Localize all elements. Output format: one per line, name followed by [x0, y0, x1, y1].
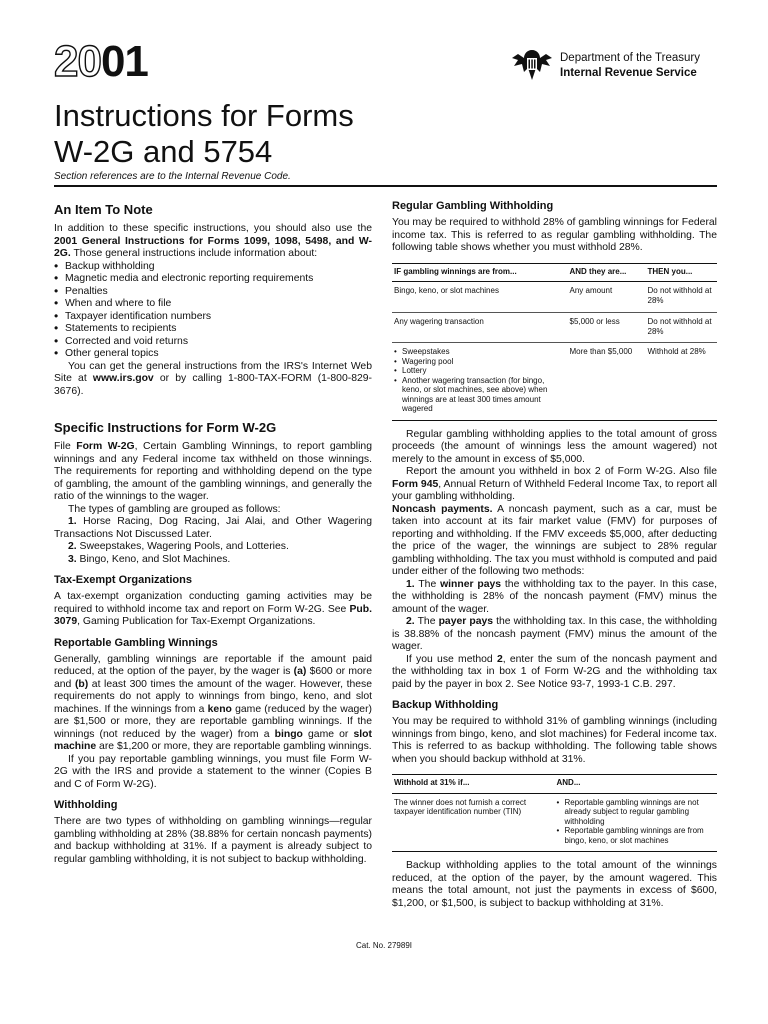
left-column	[54, 202, 372, 866]
wager-type-list	[394, 347, 566, 414]
list-item: • Sweepstakes	[394, 347, 566, 357]
method-1-paragraph	[392, 579, 717, 617]
type-number: 3.	[68, 553, 77, 565]
get-instructions-paragraph	[54, 361, 372, 399]
report-text: Report the amount you withheld in box 2 of Form W-2G. Also file	[406, 466, 717, 477]
backup-withholding-heading: Backup Withholding	[392, 699, 499, 711]
list-item: • Corrected and void returns	[54, 336, 372, 349]
form-name: Form W-2G	[76, 441, 135, 452]
table-cell	[392, 343, 568, 421]
noncash-paragraph	[392, 504, 717, 579]
list-item: • When and where to file	[54, 298, 372, 311]
topic-list	[54, 261, 372, 361]
table-header-row	[392, 775, 717, 794]
list-item	[54, 541, 372, 554]
rep-text: Generally, gambling winnings are reportable if the amount paid reduced, at the option of the payer, by the wager is	[54, 653, 372, 677]
get-text: You can get the general instructions from the IRS's Internet Web Site at	[54, 360, 372, 384]
list-item: • Reportable gambling winnings are not already subject to regular gambling withholding	[557, 798, 716, 827]
title-line-2: W-2G and 5754	[54, 134, 273, 169]
table-cell: Do not withhold at 28%	[646, 313, 718, 343]
item-to-note-heading: An Item To Note	[54, 202, 153, 217]
withholding-heading: Withholding	[54, 799, 118, 811]
table-header: THEN you...	[646, 263, 718, 282]
form-945-ref: Form 945	[392, 478, 439, 490]
types-intro: The types of gambling are grouped as follows:	[68, 503, 281, 515]
list-item: • Other general topics	[54, 348, 372, 361]
irs-website-link[interactable]: www.irs.gov	[92, 373, 154, 384]
page-subtitle: Section references are to the Internal Revenue Code.	[54, 171, 291, 182]
rep-bold: keno	[207, 703, 232, 715]
list-item: • Lottery	[394, 366, 566, 376]
table-cell: More than $5,000	[568, 343, 646, 421]
type-text: Horse Racing, Dog Racing, Jai Alai, and Other Wagering Transactions Not Discussed Later.	[54, 516, 372, 540]
backup-conditions-list	[557, 798, 716, 846]
type-text: Bingo, Keno, and Slot Machines.	[76, 553, 231, 565]
backup-applies-paragraph: Backup withholding applies to the total amount of the winnings reduced, at the option of the payer, by the amount wagered. This means the total amount, not just the payments in excess of $600, $1,200, or $1,500, is subject to backup withholding at 31%.	[392, 860, 717, 909]
table-header-row	[392, 263, 717, 282]
backup-withholding-table	[392, 774, 717, 852]
page-title	[54, 98, 354, 170]
method-number: 2.	[406, 616, 415, 627]
method-text: The	[414, 578, 441, 590]
regular-intro: You may be required to withhold 28% of gambling winnings for Federal income tax. This is referred to as regular gambling withholding. The following table shows whether you must withhold 28%.	[392, 217, 717, 253]
type-text: Sweepstakes, Wagering Pools, and Lotteries.	[76, 541, 289, 552]
list-item: • Penalties	[54, 286, 372, 299]
backup-intro: You may be required to withhold 31% of gambling winnings (including winnings from bingo, keno, and slot machines) for Federal income tax. This is referred to as backup withholding. The following table shows when you should backup withhold at 31%.	[392, 716, 717, 765]
table-cell: Do not withhold at 28%	[646, 282, 718, 313]
report-text-end: , Annual Return of Withheld Federal Income Tax, to report all your gambling withholding.	[392, 478, 717, 502]
table-cell: $5,000 or less	[568, 313, 646, 343]
table-row	[392, 343, 717, 421]
rep-bold: slot machine	[54, 728, 372, 752]
get-text-end: or by calling 1-800-TAX-FORM (1-800-829-3676).	[54, 373, 372, 397]
list-item: • Reportable gambling winnings are from bingo, keno, or slot machines	[557, 826, 716, 845]
method-text: The	[414, 616, 439, 627]
report-paragraph	[392, 466, 717, 504]
method-text: the withholding tax. In this case, the withholding is 38.88% of the noncash payment (FMV) minus the amount of the wager.	[392, 616, 717, 652]
year-bold-digits: 01	[100, 37, 148, 86]
reportable-paragraph	[54, 654, 372, 754]
rep-bold: (b)	[74, 678, 89, 690]
method-use-bold: 2	[496, 653, 503, 665]
form-year	[54, 37, 148, 86]
general-instructions-ref: 2001 General Instructions for Forms 1099, 1098, 5498, and W-2G.	[54, 235, 372, 259]
agency-name: Internal Revenue Service	[560, 67, 697, 79]
tax-exempt-paragraph	[54, 591, 372, 629]
table-row	[392, 313, 717, 343]
table-header: AND...	[555, 775, 718, 794]
method-use-text: , enter the sum of the noncash payment and the withholding tax in box 1 of Form W-2G and the withholding tax paid by the payer in box 2. See Notice 93-7, 1993-1 C.B. 297.	[392, 653, 717, 690]
tax-exempt-heading: Tax-Exempt Organizations	[54, 574, 192, 586]
list-item	[54, 516, 372, 541]
file-text-end: , Certain Gambling Winnings, to report gambling winnings and any Federal income tax withheld on those winnings. The requirements for reporting and withholding depend on the type of gambling, the amount of the gambling winnings, and generally the ratio of the winnings to the wager.	[54, 441, 372, 502]
file-form-paragraph	[54, 441, 372, 504]
table-cell: Bingo, keno, or slot machines	[392, 282, 568, 313]
table-cell: Any wagering transaction	[392, 313, 568, 343]
intro-text: In addition to these specific instructions, you should also use the	[54, 223, 372, 234]
title-line-1: Instructions for Forms	[54, 98, 354, 133]
table-cell: Withhold at 28%	[646, 343, 718, 421]
reportable-pay-paragraph: If you pay reportable gambling winnings, you must file Form W-2G with the IRS and provide a statement to the winner (Copies B and C of Form W-2G).	[54, 753, 372, 790]
rep-text: game (reduced by the wager) are $1,500 or more, they are reportable gambling winnings. If the winnings (not reduced by the wager) from a	[54, 703, 372, 740]
regular-withholding-table	[392, 263, 717, 421]
list-item	[54, 554, 372, 567]
item-to-note-intro	[54, 223, 372, 261]
method-number: 1.	[406, 578, 415, 590]
catalog-number: Cat. No. 27989I	[355, 941, 413, 950]
irs-eagle-logo-icon	[510, 46, 554, 84]
file-text: File	[54, 441, 77, 452]
method-text: the withholding tax to the payer. In this case, the withholding is 28% of the noncash payment (FMV) minus the amount of the wager.	[392, 578, 717, 615]
table-row	[392, 793, 717, 852]
method-2-paragraph	[392, 616, 717, 654]
list-item: • Taxpayer identification numbers	[54, 311, 372, 324]
noncash-label: Noncash payments.	[392, 503, 493, 515]
rep-text: game or	[302, 728, 354, 740]
table-header: AND they are...	[568, 263, 646, 282]
table-row	[392, 282, 717, 313]
rep-text: at least 300 times the amount of the wager. However, these requirements do not apply to winnings from bingo, keno, and slot machines. If the winnings from a	[54, 678, 372, 715]
table-cell	[555, 793, 718, 852]
table-header: IF gambling winnings are from...	[392, 263, 568, 282]
rep-text: are $1,200 or more, they are reportable gambling winnings.	[96, 741, 372, 752]
year-outline-digits: 20	[54, 37, 101, 86]
list-item: • Statements to recipients	[54, 323, 372, 336]
table-cell: The winner does not furnish a correct taxpayer identification number (TIN)	[392, 793, 555, 852]
list-item: • Another wagering transaction (for bingo, keno, or slot machines, see above) when winnings are at least 300 times amount wagered	[394, 376, 566, 414]
pub-reference: Pub. 3079	[54, 603, 372, 627]
table-cell: Any amount	[568, 282, 646, 313]
method-2-use-paragraph	[392, 654, 717, 692]
method-bold: winner pays	[440, 578, 502, 590]
withholding-paragraph: There are two types of withholding on gambling winnings—regular gambling withholding at 28% (38.88% for certain noncash payments) and backup withholding at 31%. If a payment is already subject to regular gambling withholding, it is not subject to backup withholding.	[54, 816, 372, 865]
reportable-winnings-heading: Reportable Gambling Winnings	[54, 636, 218, 649]
intro-text-end: Those general instructions include information about:	[70, 248, 318, 259]
header-divider	[54, 185, 717, 187]
tax-exempt-text-end: , Gaming Publication for Tax-Exempt Organizations.	[77, 616, 316, 627]
type-number: 1.	[68, 516, 77, 527]
rep-bold: (a)	[293, 666, 307, 677]
list-item: • Wagering pool	[394, 357, 566, 367]
noncash-text: A noncash payment, such as a car, must be taken into account at its fair market value (FMV) for purposes of reporting and withholding. If the FMV exceeds $5,000, after deducting the price of the wager, the winnings are subject to 28% regular gambling withholding. The tax you must withhold is computed and paid under either of the following two methods:	[392, 503, 717, 577]
specific-instructions-heading: Specific Instructions for Form W-2G	[54, 420, 277, 435]
type-number: 2.	[68, 541, 77, 552]
regular-withholding-heading: Regular Gambling Withholding	[392, 200, 554, 212]
department-name: Department of the Treasury	[560, 52, 700, 64]
rep-text: $600 or more and	[54, 666, 372, 690]
tax-exempt-text: A tax-exempt organization conducting gaming activities may be required to withhold income tax and report on Form W-2G. See	[54, 591, 372, 615]
rep-bold: bingo	[274, 728, 303, 740]
list-item: • Backup withholding	[54, 261, 372, 274]
regular-applies-paragraph: Regular gambling withholding applies to the total amount of gross proceeds (the amount of winnings less the amount wagered) not merely to the amount in excess of $5,000.	[392, 428, 717, 465]
right-column	[392, 200, 717, 910]
method-use-text: If you use method	[406, 653, 497, 665]
table-header: Withhold at 31% if...	[392, 775, 555, 794]
list-item: • Magnetic media and electronic reporting requirements	[54, 273, 372, 286]
method-bold: payer pays	[438, 616, 494, 627]
